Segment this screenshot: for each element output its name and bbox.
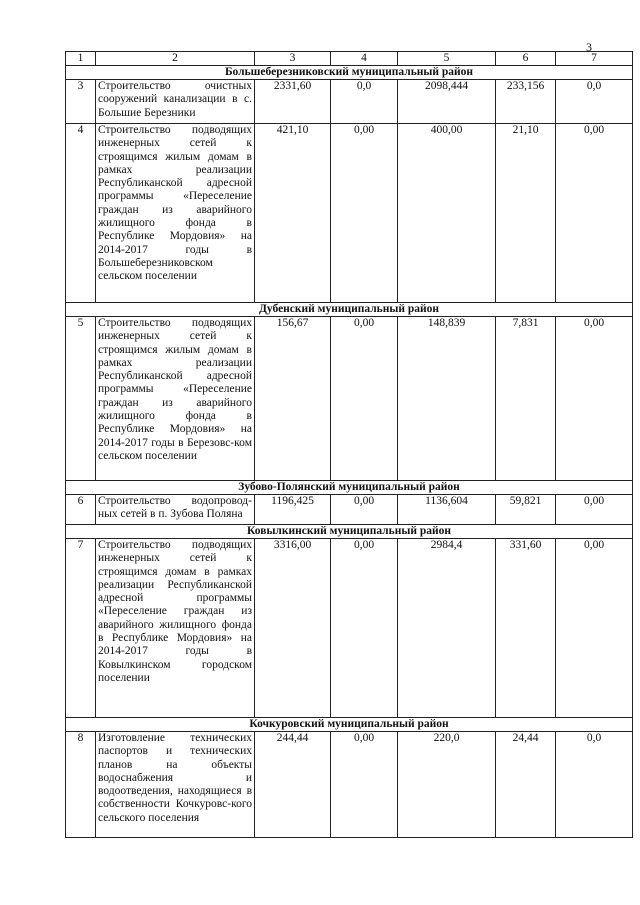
district-heading: Кочкуровский муниципальный район	[66, 718, 633, 732]
district-row	[66, 718, 633, 732]
table-row	[66, 124, 633, 303]
row-col-6: 59,821	[496, 495, 556, 525]
row-number: 3	[66, 80, 96, 124]
row-col-4: 0,0	[331, 80, 398, 124]
district-heading: Ковылкинский муниципальный район	[66, 525, 633, 539]
row-col-4: 0,00	[331, 124, 398, 303]
row-col-3: 421,10	[255, 124, 331, 303]
district-heading: Дубенский муниципальный район	[66, 303, 633, 317]
row-col-6: 331,60	[496, 539, 556, 718]
table-row	[66, 495, 633, 525]
row-col-6: 24,44	[496, 732, 556, 838]
district-row	[66, 66, 633, 80]
row-col-7: 0,00	[556, 317, 633, 481]
row-col-6: 233,156	[496, 80, 556, 124]
row-col-5: 2984,4	[398, 539, 496, 718]
district-heading: Большеберезниковский муниципальный район	[66, 66, 633, 80]
row-col-7: 0,0	[556, 80, 633, 124]
row-number: 6	[66, 495, 96, 525]
row-col-4: 0,00	[331, 317, 398, 481]
row-col-5: 148,839	[398, 317, 496, 481]
row-col-6: 7,831	[496, 317, 556, 481]
row-number: 4	[66, 124, 96, 303]
table-row	[66, 317, 633, 481]
row-number: 8	[66, 732, 96, 838]
header-col-5: 5	[398, 52, 496, 66]
row-col-7: 0,0	[556, 732, 633, 838]
row-description: Строительство подводящих инженерных сетей к строящимся жилым домам в рамках реализации Республиканской адресной программы «Переселение граждан из аварийного жилищного фонда в Республике Мордовия» на 2014-2017 годы в Большеберезниковском сельском поселении	[96, 124, 255, 303]
header-col-2: 2	[96, 52, 255, 66]
row-col-5: 220,0	[398, 732, 496, 838]
row-col-7: 0,00	[556, 539, 633, 718]
row-col-7: 0,00	[556, 124, 633, 303]
row-col-3: 156,67	[255, 317, 331, 481]
row-col-5: 2098,444	[398, 80, 496, 124]
row-description: Строительство очистных сооружений канализации в с. Большие Березники	[96, 80, 255, 124]
row-description: Изготовление технических паспортов и технических планов на объекты водоснабжения и водоотведения, находящиеся в собственности Кочкуровс-кого сельского поселения	[96, 732, 255, 838]
row-number: 7	[66, 539, 96, 718]
table-row	[66, 539, 633, 718]
row-col-7: 0,00	[556, 495, 633, 525]
row-description: Строительство водопровод-ных сетей в п. Зубова Поляна	[96, 495, 255, 525]
header-col-4: 4	[331, 52, 398, 66]
page-number: 3	[586, 40, 592, 54]
column-header-row	[66, 52, 633, 66]
district-row	[66, 303, 633, 317]
district-row	[66, 525, 633, 539]
row-col-4: 0,00	[331, 539, 398, 718]
row-col-3: 2331,60	[255, 80, 331, 124]
row-description: Строительство подводящих инженерных сетей к строящимся жилым домам в рамках реализации Республиканской адресной программы «Переселение граждан из аварийного жилищного фонда в Республике Мордовия» на 2014-2017 годы в Березовс-ком сельском поселении	[96, 317, 255, 481]
table-row	[66, 80, 633, 124]
row-col-3: 3316,00	[255, 539, 331, 718]
header-col-3: 3	[255, 52, 331, 66]
row-col-3: 1196,425	[255, 495, 331, 525]
district-heading: Зубово-Полянский муниципальный район	[66, 481, 633, 495]
row-col-4: 0,00	[331, 732, 398, 838]
row-description: Строительство подводящих инженерных сетей к строящимся домам в рамках реализации Республиканской адресной программы «Переселение граждан из аварийного жилищного фонда в Республике Мордовия» на 2014-2017 годы в Ковылкинском городском поселении	[96, 539, 255, 718]
table-row	[66, 732, 633, 838]
row-col-5: 400,00	[398, 124, 496, 303]
budget-table	[65, 51, 633, 838]
district-row	[66, 481, 633, 495]
row-col-3: 244,44	[255, 732, 331, 838]
row-col-4: 0,00	[331, 495, 398, 525]
header-col-1: 1	[66, 52, 96, 66]
row-col-5: 1136,604	[398, 495, 496, 525]
header-col-6: 6	[496, 52, 556, 66]
row-col-6: 21,10	[496, 124, 556, 303]
header-col-7: 7	[556, 52, 633, 66]
row-number: 5	[66, 317, 96, 481]
